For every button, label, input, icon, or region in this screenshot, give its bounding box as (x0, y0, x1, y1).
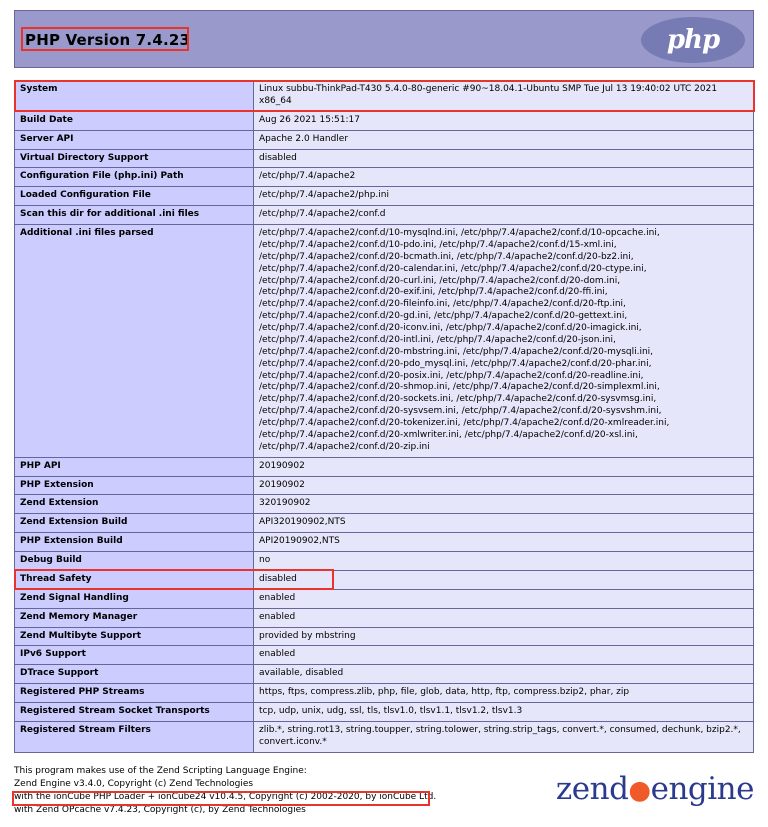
table-cell-value: https, ftps, compress.zlib, php, file, glob, data, http, ftp, compress.bzip2, phar, zip (254, 684, 754, 703)
table-cell-key: PHP API (15, 457, 254, 476)
table-cell-key: Build Date (15, 111, 254, 130)
php-logo (641, 17, 745, 63)
zend-logo-dot: ● (628, 775, 651, 806)
table-cell-value: 20190902 (254, 476, 754, 495)
table-cell-value: /etc/php/7.4/apache2/php.ini (254, 187, 754, 206)
table-row (15, 552, 754, 571)
table-row (15, 457, 754, 476)
table-cell-key: Zend Signal Handling (15, 589, 254, 608)
table-cell-value: Aug 26 2021 15:51:17 (254, 111, 754, 130)
table-cell-key: Registered Stream Filters (15, 721, 254, 752)
table-cell-value: /etc/php/7.4/apache2 (254, 168, 754, 187)
table-cell-key: Registered Stream Socket Transports (15, 703, 254, 722)
php-header-banner (14, 10, 754, 68)
zend-engine-logo (556, 771, 754, 807)
footer-line-2: Zend Engine v3.4.0, Copyright (c) Zend Technologies (14, 778, 254, 789)
table-cell-value: /etc/php/7.4/apache2/conf.d (254, 206, 754, 225)
table-cell-key: PHP Extension (15, 476, 254, 495)
php-logo-text: php (666, 25, 720, 55)
table-row (15, 646, 754, 665)
footer-line-4: with Zend OPcache v7.4.23, Copyright (c), by Zend Technologies (14, 804, 306, 815)
table-row (15, 187, 754, 206)
table-row (15, 514, 754, 533)
table-row (15, 684, 754, 703)
table-row (15, 570, 754, 589)
table-cell-key: DTrace Support (15, 665, 254, 684)
table-row (15, 627, 754, 646)
table-cell-value: /etc/php/7.4/apache2/conf.d/10-mysqlnd.ini, /etc/php/7.4/apache2/conf.d/10-opcache.ini, /etc/php/7.4/apache2/conf.d/10-pdo.ini, /etc/php/7.4/apache2/conf.d/15-xml.ini, /etc/php/7.4/apache2/conf.d/20-bcmath.ini, /etc/php/7.4/apache2/conf.d/20-bz2.ini, /etc/php/7.4/apache2/conf.d/20-calendar.ini, /etc/php/7.4/apache2/conf.d/20-ctype.ini, /etc/php/7.4/apache2/conf.d/20-curl.ini, /etc/php/7.4/apache2/conf.d/20-dom.ini, /etc/php/7.4/apache2/conf.d/20-exif.ini, /etc/php/7.4/apache2/conf.d/20-ffi.ini, /etc/php/7.4/apache2/conf.d/20-fileinfo.ini, /etc/php/7.4/apache2/conf.d/20-ftp.ini, /etc/php/7.4/apache2/conf.d/20-gd.ini, /etc/php/7.4/apache2/conf.d/20-gettext.ini, /etc/php/7.4/apache2/conf.d/20-iconv.ini, /etc/php/7.4/apache2/conf.d/20-imagick.ini, /etc/php/7.4/apache2/conf.d/20-intl.ini, /etc/php/7.4/apache2/conf.d/20-json.ini, /etc/php/7.4/apache2/conf.d/20-mbstring.ini, /etc/php/7.4/apache2/conf.d/20-mysqli.ini, /etc/php/7.4/apache2/conf.d/20-pdo_mysql.ini, /etc/php/7.4/apache2/conf.d/20-phar.ini, /etc/php/7.4/apache2/conf.d/20-posix.ini, /etc/php/7.4/apache2/conf.d/20-readline.ini, /etc/php/7.4/apache2/conf.d/20-shmop.ini, /etc/php/7.4/apache2/conf.d/20-simplexml.ini, /etc/php/7.4/apache2/conf.d/20-sockets.ini, /etc/php/7.4/apache2/conf.d/20-sysvmsg.ini, /etc/php/7.4/apache2/conf.d/20-sysvsem.ini, /etc/php/7.4/apache2/conf.d/20-sysvshm.ini, /etc/php/7.4/apache2/conf.d/20-tokenizer.ini, /etc/php/7.4/apache2/conf.d/20-xmlreader.ini, /etc/php/7.4/apache2/conf.d/20-xmlwriter.ini, /etc/php/7.4/apache2/conf.d/20-xsl.ini, /etc/php/7.4/apache2/conf.d/20-zip.ini (254, 225, 754, 458)
table-cell-value: enabled (254, 608, 754, 627)
table-cell-key: Zend Extension Build (15, 514, 254, 533)
table-row (15, 225, 754, 458)
table-cell-value: API320190902,NTS (254, 514, 754, 533)
table-cell-value: Apache 2.0 Handler (254, 130, 754, 149)
table-cell-value: disabled (254, 149, 754, 168)
table-cell-value: 20190902 (254, 457, 754, 476)
table-cell-value: no (254, 552, 754, 571)
table-cell-value: provided by mbstring (254, 627, 754, 646)
table-cell-value: Linux subbu-ThinkPad-T430 5.4.0-80-generic #90~18.04.1-Ubuntu SMP Tue Jul 13 19:40:02 UTC 2021 x86_64 (254, 81, 754, 112)
page-title: PHP Version 7.4.23 (25, 31, 191, 49)
table-cell-key: Registered PHP Streams (15, 684, 254, 703)
phpinfo-table (14, 80, 754, 753)
highlight-box-ioncube (12, 791, 430, 806)
footer (14, 765, 754, 827)
table-cell-value: available, disabled (254, 665, 754, 684)
table-cell-key: Additional .ini files parsed (15, 225, 254, 458)
table-row (15, 608, 754, 627)
table-cell-key: Configuration File (php.ini) Path (15, 168, 254, 187)
table-row (15, 495, 754, 514)
table-cell-key: Thread Safety (15, 570, 254, 589)
table-cell-key: Zend Memory Manager (15, 608, 254, 627)
table-row (15, 589, 754, 608)
table-cell-value: 320190902 (254, 495, 754, 514)
table-row (15, 206, 754, 225)
table-cell-key: Debug Build (15, 552, 254, 571)
table-row (15, 665, 754, 684)
table-row (15, 111, 754, 130)
table-row (15, 721, 754, 752)
highlight-box-version (21, 27, 189, 51)
table-cell-key: IPv6 Support (15, 646, 254, 665)
table-row (15, 703, 754, 722)
table-cell-value: disabled (254, 570, 754, 589)
table-cell-key: PHP Extension Build (15, 533, 254, 552)
table-cell-value: enabled (254, 589, 754, 608)
table-row (15, 168, 754, 187)
table-cell-key: Server API (15, 130, 254, 149)
table-cell-value: zlib.*, string.rot13, string.toupper, string.tolower, string.strip_tags, convert.*, consumed, dechunk, bzip2.*, convert.iconv.* (254, 721, 754, 752)
table-row (15, 130, 754, 149)
footer-line-1: This program makes use of the Zend Scripting Language Engine: (14, 765, 307, 776)
table-cell-key: Virtual Directory Support (15, 149, 254, 168)
zend-logo-word: zend (555, 770, 629, 807)
zend-logo-engine: engine (650, 770, 754, 807)
table-cell-key: Scan this dir for additional .ini files (15, 206, 254, 225)
phpinfo-page (0, 10, 768, 827)
table-row (15, 81, 754, 112)
table-cell-value: API20190902,NTS (254, 533, 754, 552)
table-row (15, 149, 754, 168)
table-cell-key: Loaded Configuration File (15, 187, 254, 206)
footer-line-3: with the ionCube PHP Loader + ionCube24 v10.4.5, Copyright (c) 2002-2020, by ionCube Ltd. (14, 791, 437, 802)
table-cell-key: Zend Multibyte Support (15, 627, 254, 646)
table-cell-value: enabled (254, 646, 754, 665)
table-cell-value: tcp, udp, unix, udg, ssl, tls, tlsv1.0, tlsv1.1, tlsv1.2, tlsv1.3 (254, 703, 754, 722)
table-cell-key: Zend Extension (15, 495, 254, 514)
table-cell-key: System (15, 81, 254, 112)
table-row (15, 533, 754, 552)
table-row (15, 476, 754, 495)
